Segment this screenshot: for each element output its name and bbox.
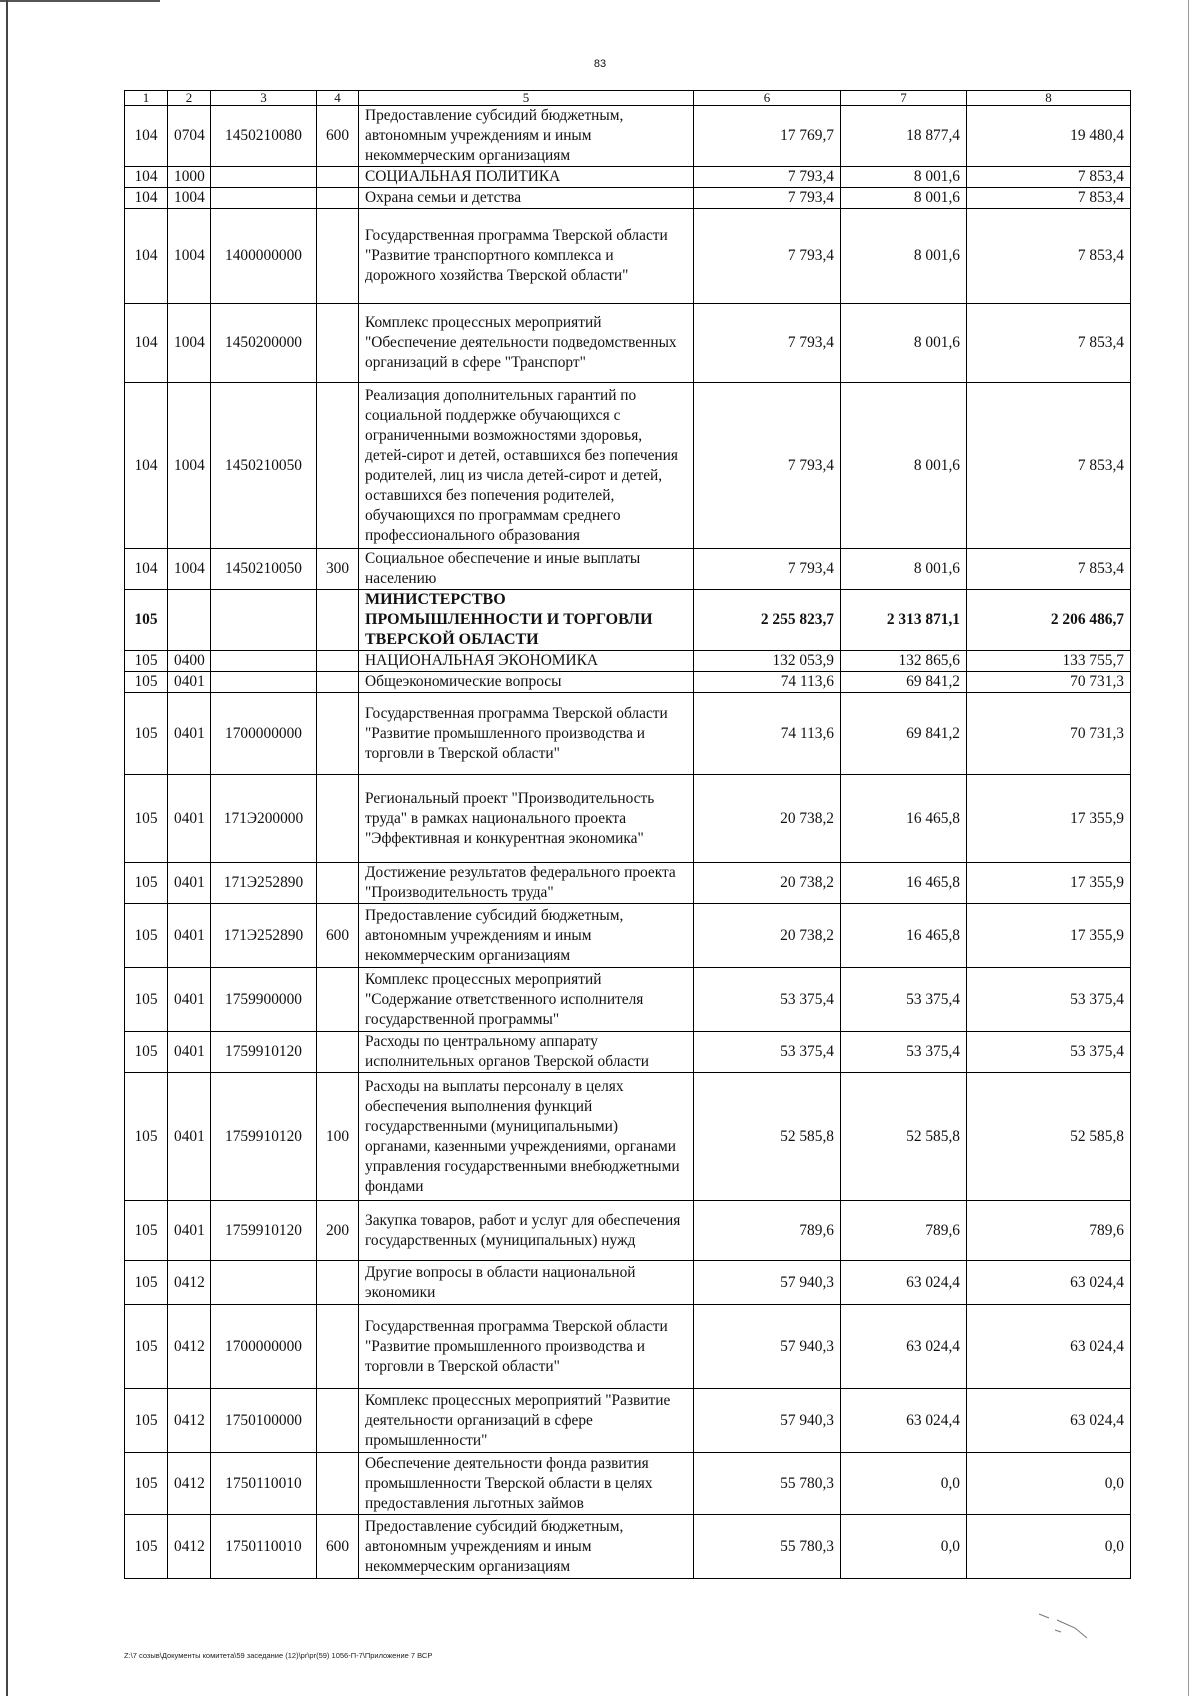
- item-name-cell: Предоставление субсидий бюджетным, автономным учреждениям и иным некоммерческим организациям: [359, 904, 694, 968]
- amount-year2-cell: 8 001,6: [841, 188, 967, 209]
- expense-type-cell: [317, 1261, 359, 1305]
- amount-year1-cell: 132 053,9: [694, 651, 841, 672]
- admin-code-cell: 104: [125, 304, 168, 383]
- item-name-cell: Предоставление субсидий бюджетным, автономным учреждениям и иным некоммерческим организациям: [359, 1515, 694, 1579]
- amount-year3-cell: 7 853,4: [967, 188, 1131, 209]
- table-row: [125, 304, 1131, 383]
- admin-code-cell: 105: [125, 1261, 168, 1305]
- expense-type-cell: 300: [317, 549, 359, 590]
- amount-year2-cell: 63 024,4: [841, 1305, 967, 1389]
- target-article-cell: 1759910120: [211, 1032, 317, 1073]
- section-code-cell: 1000: [168, 167, 211, 188]
- item-name-cell: Обеспечение деятельности фонда развития промышленности Тверской области в целях предоставления льготных займов: [359, 1453, 694, 1515]
- item-name-cell: СОЦИАЛЬНАЯ ПОЛИТИКА: [359, 167, 694, 188]
- admin-code-cell: 105: [125, 1201, 168, 1261]
- expense-type-cell: [317, 167, 359, 188]
- amount-year3-cell: 70 731,3: [967, 693, 1131, 775]
- table-row: [125, 904, 1131, 968]
- amount-year2-cell: 63 024,4: [841, 1261, 967, 1305]
- target-article-cell: 1700000000: [211, 693, 317, 775]
- table-row: [125, 651, 1131, 672]
- admin-code-cell: 105: [125, 693, 168, 775]
- amount-year3-cell: 63 024,4: [967, 1261, 1131, 1305]
- page-number: 83: [593, 58, 607, 70]
- item-name-cell: НАЦИОНАЛЬНАЯ ЭКОНОМИКА: [359, 651, 694, 672]
- amount-year3-cell: 17 355,9: [967, 775, 1131, 863]
- admin-code-cell: 105: [125, 672, 168, 693]
- amount-year2-cell: 18 877,4: [841, 106, 967, 167]
- table-row: [125, 1073, 1131, 1201]
- admin-code-cell: 105: [125, 863, 168, 904]
- amount-year1-cell: 74 113,6: [694, 672, 841, 693]
- amount-year3-cell: 7 853,4: [967, 209, 1131, 304]
- amount-year2-cell: 0,0: [841, 1453, 967, 1515]
- scan-right-edge: [1188, 0, 1189, 1696]
- amount-year2-cell: 0,0: [841, 1515, 967, 1579]
- amount-year3-cell: 0,0: [967, 1515, 1131, 1579]
- admin-code-cell: 105: [125, 1073, 168, 1201]
- item-name-cell: Социальное обеспечение и иные выплаты населению: [359, 549, 694, 590]
- table-row: [125, 775, 1131, 863]
- amount-year3-cell: 2 206 486,7: [967, 590, 1131, 651]
- item-name-cell: Комплекс процессных мероприятий "Развитие деятельности организаций в сфере промышленности": [359, 1389, 694, 1453]
- amount-year1-cell: 7 793,4: [694, 167, 841, 188]
- target-article-cell: [211, 590, 317, 651]
- amount-year2-cell: 8 001,6: [841, 383, 967, 549]
- admin-code-cell: 104: [125, 549, 168, 590]
- admin-code-cell: 105: [125, 651, 168, 672]
- amount-year2-cell: 789,6: [841, 1201, 967, 1261]
- target-article-cell: 1759900000: [211, 968, 317, 1032]
- item-name-cell: Реализация дополнительных гарантий по социальной поддержке обучающихся с ограниченными возможностями здоровья, детей-сирот и детей, оставшихся без попечения родителей, лиц из числа детей-сирот и детей, оставшихся без попечения родителей, обучающихся по программам среднего профессионального образования: [359, 383, 694, 549]
- target-article-cell: 171Э252890: [211, 863, 317, 904]
- expense-type-cell: [317, 775, 359, 863]
- target-article-cell: 1450210050: [211, 383, 317, 549]
- item-name-cell: Государственная программа Тверской области "Развитие транспортного комплекса и дорожного хозяйства Тверской области": [359, 209, 694, 304]
- expense-type-cell: [317, 1305, 359, 1389]
- admin-code-cell: 105: [125, 1032, 168, 1073]
- table-row: [125, 188, 1131, 209]
- section-code-cell: 0412: [168, 1261, 211, 1305]
- column-header: 4: [317, 91, 359, 106]
- amount-year3-cell: 17 355,9: [967, 863, 1131, 904]
- item-name-cell: Региональный проект "Производительность труда" в рамках национального проекта "Эффективная и конкурентная экономика": [359, 775, 694, 863]
- amount-year3-cell: 7 853,4: [967, 383, 1131, 549]
- target-article-cell: [211, 167, 317, 188]
- amount-year1-cell: 53 375,4: [694, 968, 841, 1032]
- amount-year3-cell: 17 355,9: [967, 904, 1131, 968]
- expense-type-cell: 600: [317, 904, 359, 968]
- table-row: [125, 1389, 1131, 1453]
- item-name-cell: Общеэкономические вопросы: [359, 672, 694, 693]
- admin-code-cell: 105: [125, 1515, 168, 1579]
- expense-type-cell: [317, 693, 359, 775]
- item-name-cell: Расходы по центральному аппарату исполнительных органов Тверской области: [359, 1032, 694, 1073]
- section-code-cell: 1004: [168, 304, 211, 383]
- amount-year1-cell: 7 793,4: [694, 383, 841, 549]
- expense-type-cell: 200: [317, 1201, 359, 1261]
- amount-year1-cell: 7 793,4: [694, 549, 841, 590]
- section-code-cell: 0401: [168, 693, 211, 775]
- admin-code-cell: 105: [125, 1305, 168, 1389]
- target-article-cell: 1750110010: [211, 1453, 317, 1515]
- item-name-cell: Достижение результатов федерального проекта "Производительность труда": [359, 863, 694, 904]
- table-row: [125, 863, 1131, 904]
- target-article-cell: [211, 651, 317, 672]
- target-article-cell: 1750110010: [211, 1515, 317, 1579]
- target-article-cell: [211, 188, 317, 209]
- admin-code-cell: 105: [125, 904, 168, 968]
- target-article-cell: 1400000000: [211, 209, 317, 304]
- expense-type-cell: [317, 188, 359, 209]
- table-body: [125, 91, 1131, 1579]
- expense-type-cell: [317, 651, 359, 672]
- section-code-cell: 1004: [168, 383, 211, 549]
- section-code-cell: 0401: [168, 1032, 211, 1073]
- amount-year3-cell: 53 375,4: [967, 1032, 1131, 1073]
- scan-ink-mark: [1035, 1608, 1095, 1648]
- table-row: [125, 1032, 1131, 1073]
- item-name-cell: Комплекс процессных мероприятий "Обеспечение деятельности подведомственных организаций в сфере "Транспорт": [359, 304, 694, 383]
- amount-year3-cell: 7 853,4: [967, 304, 1131, 383]
- budget-table: [124, 90, 1131, 1579]
- table-row: [125, 167, 1131, 188]
- amount-year3-cell: 0,0: [967, 1453, 1131, 1515]
- amount-year1-cell: 17 769,7: [694, 106, 841, 167]
- amount-year1-cell: 2 255 823,7: [694, 590, 841, 651]
- item-name-cell: Расходы на выплаты персоналу в целях обеспечения выполнения функций государственными (муниципальными) органами, казенными учреждениями, органами управления государственными внебюджетными фондами: [359, 1073, 694, 1201]
- amount-year2-cell: 16 465,8: [841, 904, 967, 968]
- column-header: 2: [168, 91, 211, 106]
- target-article-cell: 1450200000: [211, 304, 317, 383]
- admin-code-cell: 105: [125, 1389, 168, 1453]
- expense-type-cell: [317, 209, 359, 304]
- item-name-cell: Комплекс процессных мероприятий "Содержание ответственного исполнителя государственной программы": [359, 968, 694, 1032]
- expense-type-cell: [317, 968, 359, 1032]
- item-name-cell: Государственная программа Тверской области "Развитие промышленного производства и торговли в Тверской области": [359, 693, 694, 775]
- table-row: [125, 1515, 1131, 1579]
- expense-type-cell: [317, 304, 359, 383]
- amount-year1-cell: 57 940,3: [694, 1305, 841, 1389]
- amount-year2-cell: 8 001,6: [841, 167, 967, 188]
- amount-year3-cell: 70 731,3: [967, 672, 1131, 693]
- amount-year2-cell: 53 375,4: [841, 968, 967, 1032]
- amount-year2-cell: 69 841,2: [841, 693, 967, 775]
- column-header: 7: [841, 91, 967, 106]
- amount-year1-cell: 789,6: [694, 1201, 841, 1261]
- amount-year3-cell: 789,6: [967, 1201, 1131, 1261]
- amount-year2-cell: 8 001,6: [841, 304, 967, 383]
- amount-year1-cell: 7 793,4: [694, 304, 841, 383]
- expense-type-cell: [317, 1389, 359, 1453]
- expense-type-cell: [317, 1453, 359, 1515]
- column-number-row: [125, 91, 1131, 106]
- table-row: [125, 1453, 1131, 1515]
- expense-type-cell: 600: [317, 1515, 359, 1579]
- amount-year1-cell: 20 738,2: [694, 904, 841, 968]
- item-name-cell: Охрана семьи и детства: [359, 188, 694, 209]
- admin-code-cell: 104: [125, 383, 168, 549]
- amount-year1-cell: 57 940,3: [694, 1389, 841, 1453]
- section-code-cell: [168, 590, 211, 651]
- section-code-cell: 1004: [168, 188, 211, 209]
- target-article-cell: 171Э252890: [211, 904, 317, 968]
- table-row: [125, 968, 1131, 1032]
- column-header: 5: [359, 91, 694, 106]
- section-code-cell: 0401: [168, 1073, 211, 1201]
- item-name-cell: Другие вопросы в области национальной экономики: [359, 1261, 694, 1305]
- amount-year2-cell: 69 841,2: [841, 672, 967, 693]
- amount-year1-cell: 55 780,3: [694, 1515, 841, 1579]
- amount-year2-cell: 2 313 871,1: [841, 590, 967, 651]
- target-article-cell: 1750100000: [211, 1389, 317, 1453]
- section-code-cell: 0412: [168, 1453, 211, 1515]
- expense-type-cell: [317, 590, 359, 651]
- table-row: [125, 549, 1131, 590]
- admin-code-cell: 105: [125, 590, 168, 651]
- section-code-cell: 0401: [168, 775, 211, 863]
- expense-type-cell: 600: [317, 106, 359, 167]
- table-row: [125, 693, 1131, 775]
- admin-code-cell: 104: [125, 106, 168, 167]
- expense-type-cell: [317, 672, 359, 693]
- column-header: 3: [211, 91, 317, 106]
- target-article-cell: 1759910120: [211, 1073, 317, 1201]
- amount-year2-cell: 16 465,8: [841, 775, 967, 863]
- section-code-cell: 0401: [168, 904, 211, 968]
- table-row: [125, 1201, 1131, 1261]
- section-code-cell: 0412: [168, 1389, 211, 1453]
- file-path-footer: Z:\7 созыв\Документы комитета\59 заседание (12)\pr\pr(59) 1056-П-7\Приложение 7 ВСР: [124, 1651, 433, 1660]
- expense-type-cell: 100: [317, 1073, 359, 1201]
- table-row: [125, 1305, 1131, 1389]
- admin-code-cell: 105: [125, 968, 168, 1032]
- target-article-cell: [211, 1261, 317, 1305]
- table-row: [125, 106, 1131, 167]
- column-header: 8: [967, 91, 1131, 106]
- target-article-cell: 171Э200000: [211, 775, 317, 863]
- amount-year1-cell: 20 738,2: [694, 775, 841, 863]
- expense-type-cell: [317, 383, 359, 549]
- section-code-cell: 0401: [168, 672, 211, 693]
- admin-code-cell: 105: [125, 775, 168, 863]
- section-code-cell: 0401: [168, 1201, 211, 1261]
- section-code-cell: 1004: [168, 549, 211, 590]
- amount-year2-cell: 52 585,8: [841, 1073, 967, 1201]
- admin-code-cell: 105: [125, 1453, 168, 1515]
- item-name-cell: Предоставление субсидий бюджетным, автономным учреждениям и иным некоммерческим организациям: [359, 106, 694, 167]
- amount-year2-cell: 8 001,6: [841, 209, 967, 304]
- amount-year2-cell: 8 001,6: [841, 549, 967, 590]
- amount-year1-cell: 20 738,2: [694, 863, 841, 904]
- section-code-cell: 0401: [168, 863, 211, 904]
- amount-year2-cell: 63 024,4: [841, 1389, 967, 1453]
- expense-type-cell: [317, 863, 359, 904]
- target-article-cell: [211, 672, 317, 693]
- amount-year3-cell: 63 024,4: [967, 1389, 1131, 1453]
- column-header: 6: [694, 91, 841, 106]
- amount-year1-cell: 74 113,6: [694, 693, 841, 775]
- admin-code-cell: 104: [125, 188, 168, 209]
- amount-year3-cell: 52 585,8: [967, 1073, 1131, 1201]
- table-row: [125, 383, 1131, 549]
- column-header: 1: [125, 91, 168, 106]
- amount-year3-cell: 7 853,4: [967, 167, 1131, 188]
- amount-year1-cell: 7 793,4: [694, 188, 841, 209]
- amount-year3-cell: 53 375,4: [967, 968, 1131, 1032]
- item-name-cell: Закупка товаров, работ и услуг для обеспечения государственных (муниципальных) нужд: [359, 1201, 694, 1261]
- section-code-cell: 0400: [168, 651, 211, 672]
- admin-code-cell: 104: [125, 167, 168, 188]
- amount-year3-cell: 19 480,4: [967, 106, 1131, 167]
- amount-year2-cell: 132 865,6: [841, 651, 967, 672]
- expense-type-cell: [317, 1032, 359, 1073]
- section-code-cell: 0704: [168, 106, 211, 167]
- amount-year1-cell: 53 375,4: [694, 1032, 841, 1073]
- admin-code-cell: 104: [125, 209, 168, 304]
- section-code-cell: 0401: [168, 968, 211, 1032]
- section-code-cell: 0412: [168, 1515, 211, 1579]
- scan-left-edge: [6, 0, 8, 1696]
- amount-year1-cell: 7 793,4: [694, 209, 841, 304]
- amount-year3-cell: 133 755,7: [967, 651, 1131, 672]
- scan-edge-line: [0, 0, 160, 2]
- item-name-cell: Государственная программа Тверской области "Развитие промышленного производства и торговли в Тверской области": [359, 1305, 694, 1389]
- section-code-cell: 0412: [168, 1305, 211, 1389]
- table-row: [125, 672, 1131, 693]
- section-code-cell: 1004: [168, 209, 211, 304]
- target-article-cell: 1450210050: [211, 549, 317, 590]
- amount-year3-cell: 7 853,4: [967, 549, 1131, 590]
- amount-year1-cell: 52 585,8: [694, 1073, 841, 1201]
- table-row: [125, 1261, 1131, 1305]
- target-article-cell: 1759910120: [211, 1201, 317, 1261]
- target-article-cell: 1450210080: [211, 106, 317, 167]
- table-row: [125, 209, 1131, 304]
- amount-year2-cell: 16 465,8: [841, 863, 967, 904]
- target-article-cell: 1700000000: [211, 1305, 317, 1389]
- amount-year3-cell: 63 024,4: [967, 1305, 1131, 1389]
- amount-year1-cell: 55 780,3: [694, 1453, 841, 1515]
- amount-year2-cell: 53 375,4: [841, 1032, 967, 1073]
- amount-year1-cell: 57 940,3: [694, 1261, 841, 1305]
- item-name-cell: МИНИСТЕРСТВО ПРОМЫШЛЕННОСТИ И ТОРГОВЛИ ТВЕРСКОЙ ОБЛАСТИ: [359, 590, 694, 651]
- table-row: [125, 590, 1131, 651]
